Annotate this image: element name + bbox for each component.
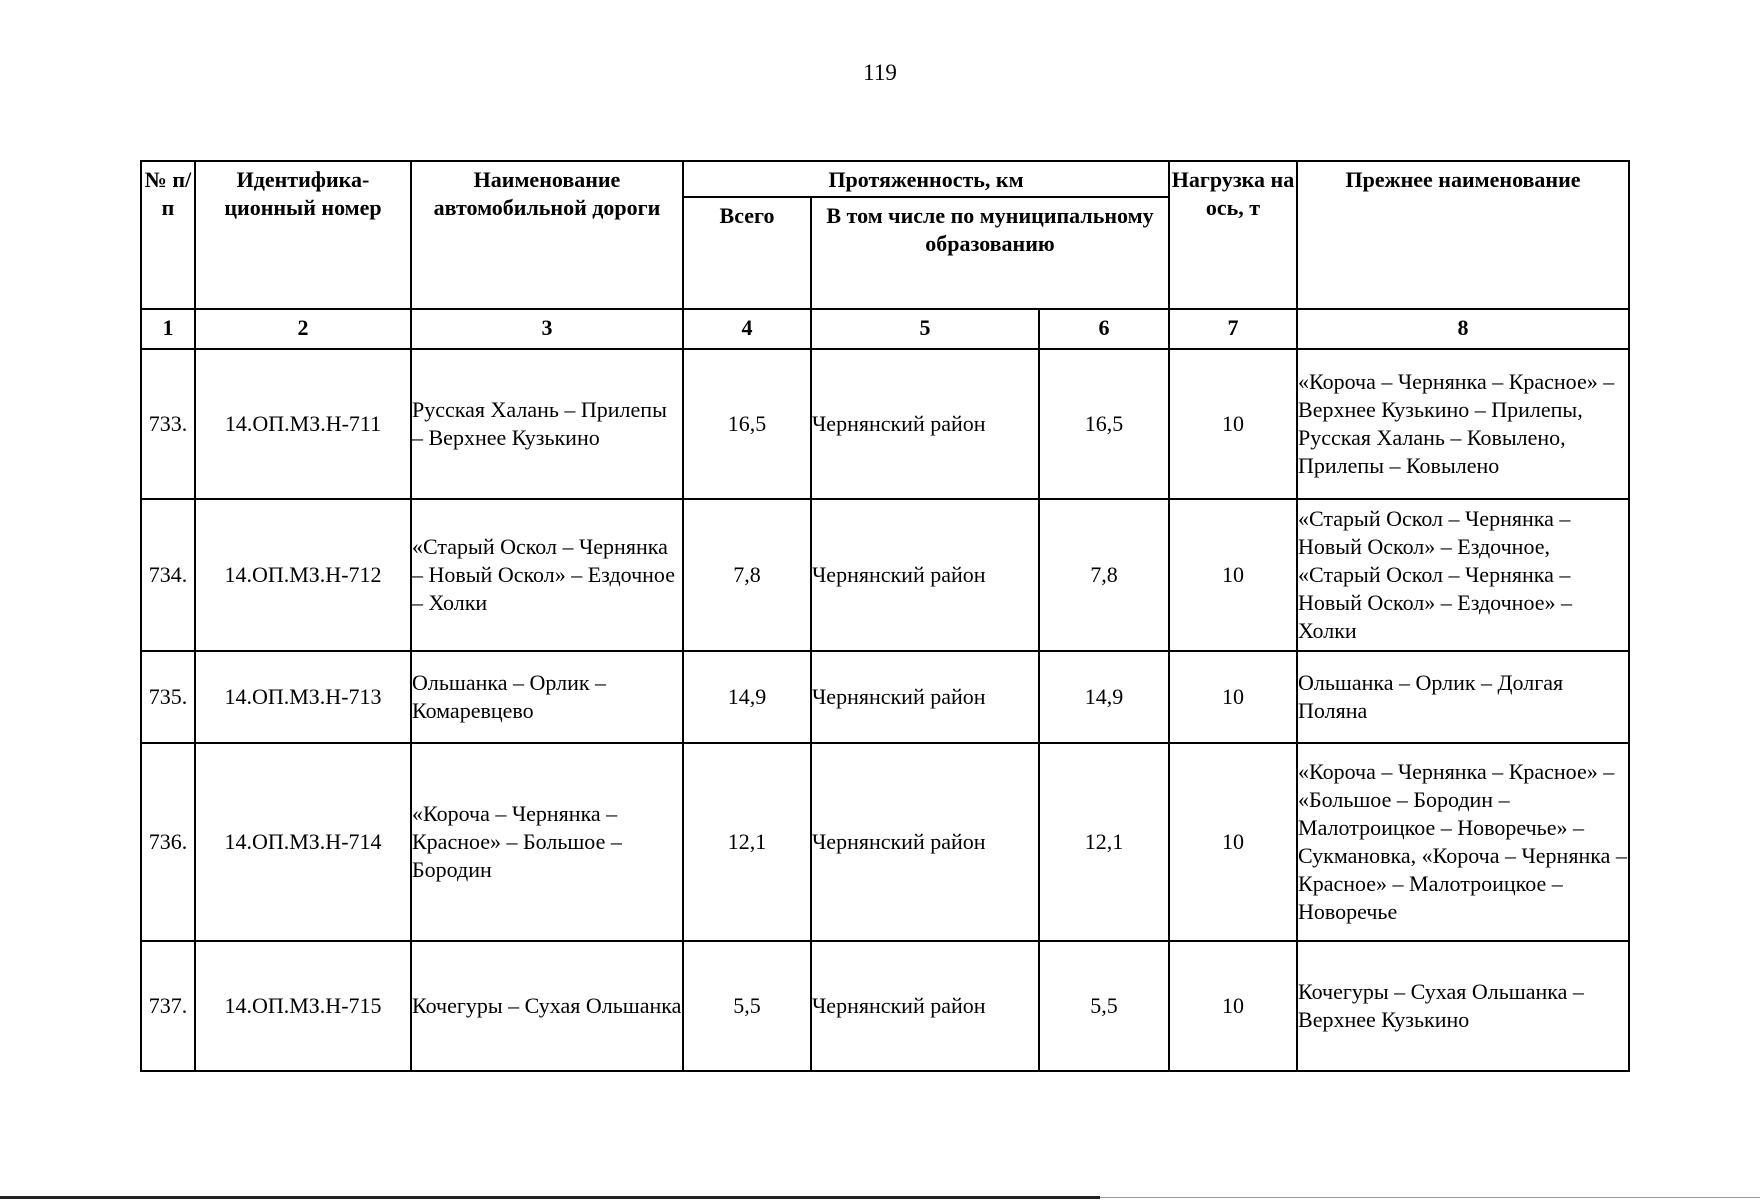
road-id: 14.ОП.МЗ.Н-713 [195,651,411,743]
column-number: 1 [141,309,195,349]
municipality-length: 5,5 [1039,941,1169,1071]
municipality-length: 12,1 [1039,743,1169,941]
road-name: «Короча – Чернянка – Красное» – Большое – Бородин [411,743,683,941]
road-name: Русская Халань – Прилепы – Верхнее Кузькино [411,349,683,499]
bottom-rule [0,1196,1100,1199]
header-axle-load: Нагрузка на ось, т [1169,161,1297,309]
former-name: «Старый Оскол – Чернянка – Новый Оскол» – Ездочное, «Старый Оскол – Чернянка – Новый Оскол» – Ездочное» – Холки [1297,499,1629,651]
header-total: Всего [683,197,811,309]
total-length: 7,8 [683,499,811,651]
column-number: 5 [811,309,1039,349]
road-id: 14.ОП.МЗ.Н-714 [195,743,411,941]
column-number-row [141,309,1629,349]
header-road-name: Наименование автомобильной дороги [411,161,683,309]
page-number: 119 [863,60,897,85]
header-id: Идентифика-ционный номер [195,161,411,309]
column-number: 6 [1039,309,1169,349]
table-row [141,743,1629,941]
header-number: № п/п [141,161,195,309]
municipality-length: 16,5 [1039,349,1169,499]
former-name: «Короча – Чернянка – Красное» – «Большое – Бородин – Малотроицкое – Новоречье» – Сукмановка, «Короча – Чернянка – Красное» – Малотроицкое – Новоречье [1297,743,1629,941]
row-number: 733. [141,349,195,499]
municipality: Чернянский район [811,941,1039,1071]
table-row [141,499,1629,651]
former-name: Кочегуры – Сухая Ольшанка – Верхнее Кузькино [1297,941,1629,1071]
total-length: 14,9 [683,651,811,743]
row-number: 736. [141,743,195,941]
road-id: 14.ОП.МЗ.Н-711 [195,349,411,499]
municipality: Чернянский район [811,651,1039,743]
column-number: 8 [1297,309,1629,349]
road-id: 14.ОП.МЗ.Н-712 [195,499,411,651]
municipality: Чернянский район [811,499,1039,651]
row-number: 735. [141,651,195,743]
axle-load: 10 [1169,743,1297,941]
row-number: 737. [141,941,195,1071]
column-number: 3 [411,309,683,349]
roads-table [140,160,1630,1072]
road-id: 14.ОП.МЗ.Н-715 [195,941,411,1071]
column-number: 7 [1169,309,1297,349]
header-former-name: Прежнее наименование [1297,161,1629,309]
axle-load: 10 [1169,941,1297,1071]
municipality-length: 14,9 [1039,651,1169,743]
road-name: Ольшанка – Орлик – Комаревцево [411,651,683,743]
former-name: «Короча – Чернянка – Красное» – Верхнее Кузькино – Прилепы, Русская Халань – Ковылено, Прилепы – Ковылено [1297,349,1629,499]
column-number: 4 [683,309,811,349]
total-length: 16,5 [683,349,811,499]
total-length: 12,1 [683,743,811,941]
axle-load: 10 [1169,499,1297,651]
axle-load: 10 [1169,651,1297,743]
header-length-group: Протяженность, км [683,161,1169,197]
total-length: 5,5 [683,941,811,1071]
header-municipality: В том числе по муниципальному образованию [811,197,1169,309]
row-number: 734. [141,499,195,651]
axle-load: 10 [1169,349,1297,499]
former-name: Ольшанка – Орлик – Долгая Поляна [1297,651,1629,743]
municipality-length: 7,8 [1039,499,1169,651]
municipality: Чернянский район [811,743,1039,941]
road-name: «Старый Оскол – Чернянка – Новый Оскол» – Ездочное – Холки [411,499,683,651]
table-row [141,349,1629,499]
municipality: Чернянский район [811,349,1039,499]
bottom-rule-fade [1100,1197,1760,1198]
road-name: Кочегуры – Сухая Ольшанка [411,941,683,1071]
table-row [141,651,1629,743]
table-row [141,941,1629,1071]
column-number: 2 [195,309,411,349]
